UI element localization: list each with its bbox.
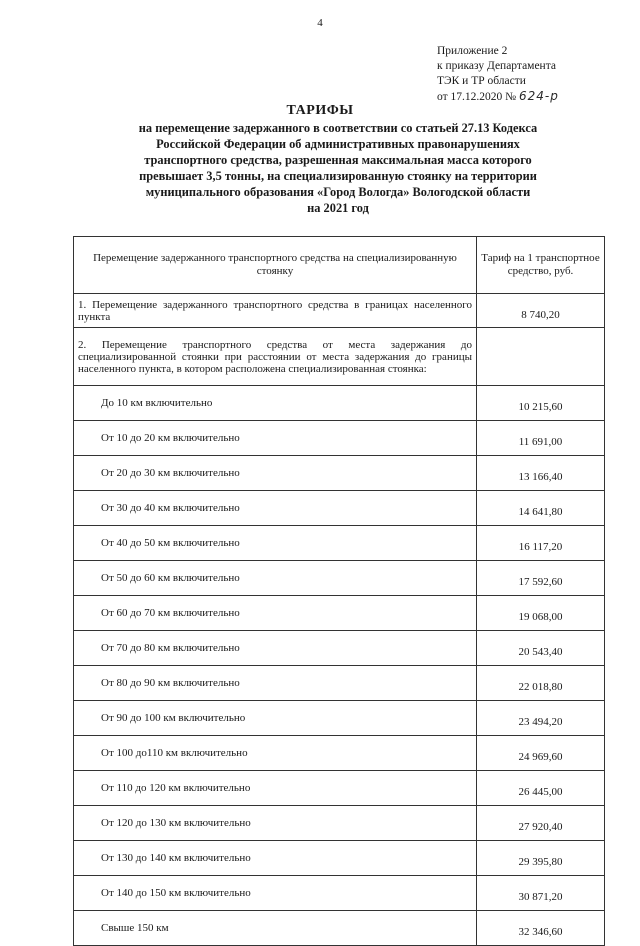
distance-range: От 120 до 130 км включительно: [74, 806, 477, 841]
tariff-price: 32 346,60: [477, 911, 605, 946]
tariff-price: 30 871,20: [477, 876, 605, 911]
distance-range: От 140 до 150 км включительно: [74, 876, 477, 911]
table-row: [74, 876, 605, 911]
table-row: [74, 294, 605, 328]
appendix-note: [437, 44, 627, 105]
tariff-price: 26 445,00: [477, 771, 605, 806]
appendix-line: к приказу Департамента: [437, 60, 556, 72]
subtitle-line: транспортного средства, разрешенная максимальная масса которого: [144, 153, 532, 167]
table-row: [74, 561, 605, 596]
distance-range: От 10 до 20 км включительно: [74, 421, 477, 456]
table-row: [74, 421, 605, 456]
distance-range: От 50 до 60 км включительно: [74, 561, 477, 596]
distance-range: От 70 до 80 км включительно: [74, 631, 477, 666]
tariff-price: 14 641,80: [477, 491, 605, 526]
distance-range: До 10 км включительно: [74, 386, 477, 421]
table-row: [74, 328, 605, 386]
distance-range: От 110 до 120 км включительно: [74, 771, 477, 806]
tariff-price: 29 395,80: [477, 841, 605, 876]
tariff-price: 23 494,20: [477, 701, 605, 736]
header-price: Тариф на 1 транспортное средство, руб.: [477, 237, 605, 294]
table-row: [74, 841, 605, 876]
distance-range: От 30 до 40 км включительно: [74, 491, 477, 526]
page-number: 4: [317, 17, 323, 29]
subtitle-line: превышает 3,5 тонны, на специализированную стоянку на территории: [139, 169, 537, 183]
tariff-price: 19 068,00: [477, 596, 605, 631]
tariff-table: [73, 236, 605, 946]
subtitle-line: муниципального образования «Город Вологда» Вологодской области: [145, 185, 531, 199]
item-description: 2. Перемещение транспортного средства от места задержания до специализированной стоянки при расстоянии от места задержания до границы населенного пункта, в котором расположена специализированная стоянка:: [74, 328, 477, 386]
distance-range: От 130 до 140 км включительно: [74, 841, 477, 876]
table-row: [74, 701, 605, 736]
distance-range: От 20 до 30 км включительно: [74, 456, 477, 491]
table-row: [74, 771, 605, 806]
table-row: [74, 526, 605, 561]
tariff-price: 27 920,40: [477, 806, 605, 841]
tariff-price: 17 592,60: [477, 561, 605, 596]
handwritten-order-number: 624-р: [518, 89, 559, 103]
header-description: Перемещение задержанного транспортного средства на специализированную стоянку: [74, 237, 477, 294]
table-row: [74, 736, 605, 771]
distance-range: От 100 до110 км включительно: [74, 736, 477, 771]
distance-range: Свыше 150 км: [74, 911, 477, 946]
order-date: от 17.12.2020 №: [437, 91, 517, 103]
subtitle-line: на 2021 год: [307, 201, 369, 215]
subtitle-line: на перемещение задержанного в соответствии со статьей 27.13 Кодекса: [138, 121, 538, 135]
table-row: [74, 806, 605, 841]
item-description: 1. Перемещение задержанного транспортного средства в границах населенного пункта: [74, 294, 477, 328]
tariff-price: 24 969,60: [477, 736, 605, 771]
item-price: 8 740,20: [477, 294, 605, 328]
table-row: [74, 631, 605, 666]
tariff-price: 22 018,80: [477, 666, 605, 701]
appendix-line: Приложение 2: [437, 45, 508, 57]
item-price-empty: [477, 328, 605, 386]
table-row: [74, 911, 605, 946]
table-header-row: [74, 237, 605, 294]
table-row: [74, 596, 605, 631]
document-title: ТАРИФЫ: [286, 103, 354, 118]
appendix-line: ТЭК и ТР области: [437, 75, 526, 87]
distance-range: От 90 до 100 км включительно: [74, 701, 477, 736]
tariff-price: 13 166,40: [477, 456, 605, 491]
tariff-price: 11 691,00: [477, 421, 605, 456]
tariff-price: 20 543,40: [477, 631, 605, 666]
distance-range: От 80 до 90 км включительно: [74, 666, 477, 701]
table-row: [74, 386, 605, 421]
distance-range: От 60 до 70 км включительно: [74, 596, 477, 631]
table-row: [74, 491, 605, 526]
subtitle-line: Российской Федерации об административных правонарушениях: [156, 137, 520, 151]
distance-range: От 40 до 50 км включительно: [74, 526, 477, 561]
tariff-price: 10 215,60: [477, 386, 605, 421]
table-row: [74, 456, 605, 491]
table-row: [74, 666, 605, 701]
document-subtitle: [100, 120, 576, 216]
tariff-price: 16 117,20: [477, 526, 605, 561]
